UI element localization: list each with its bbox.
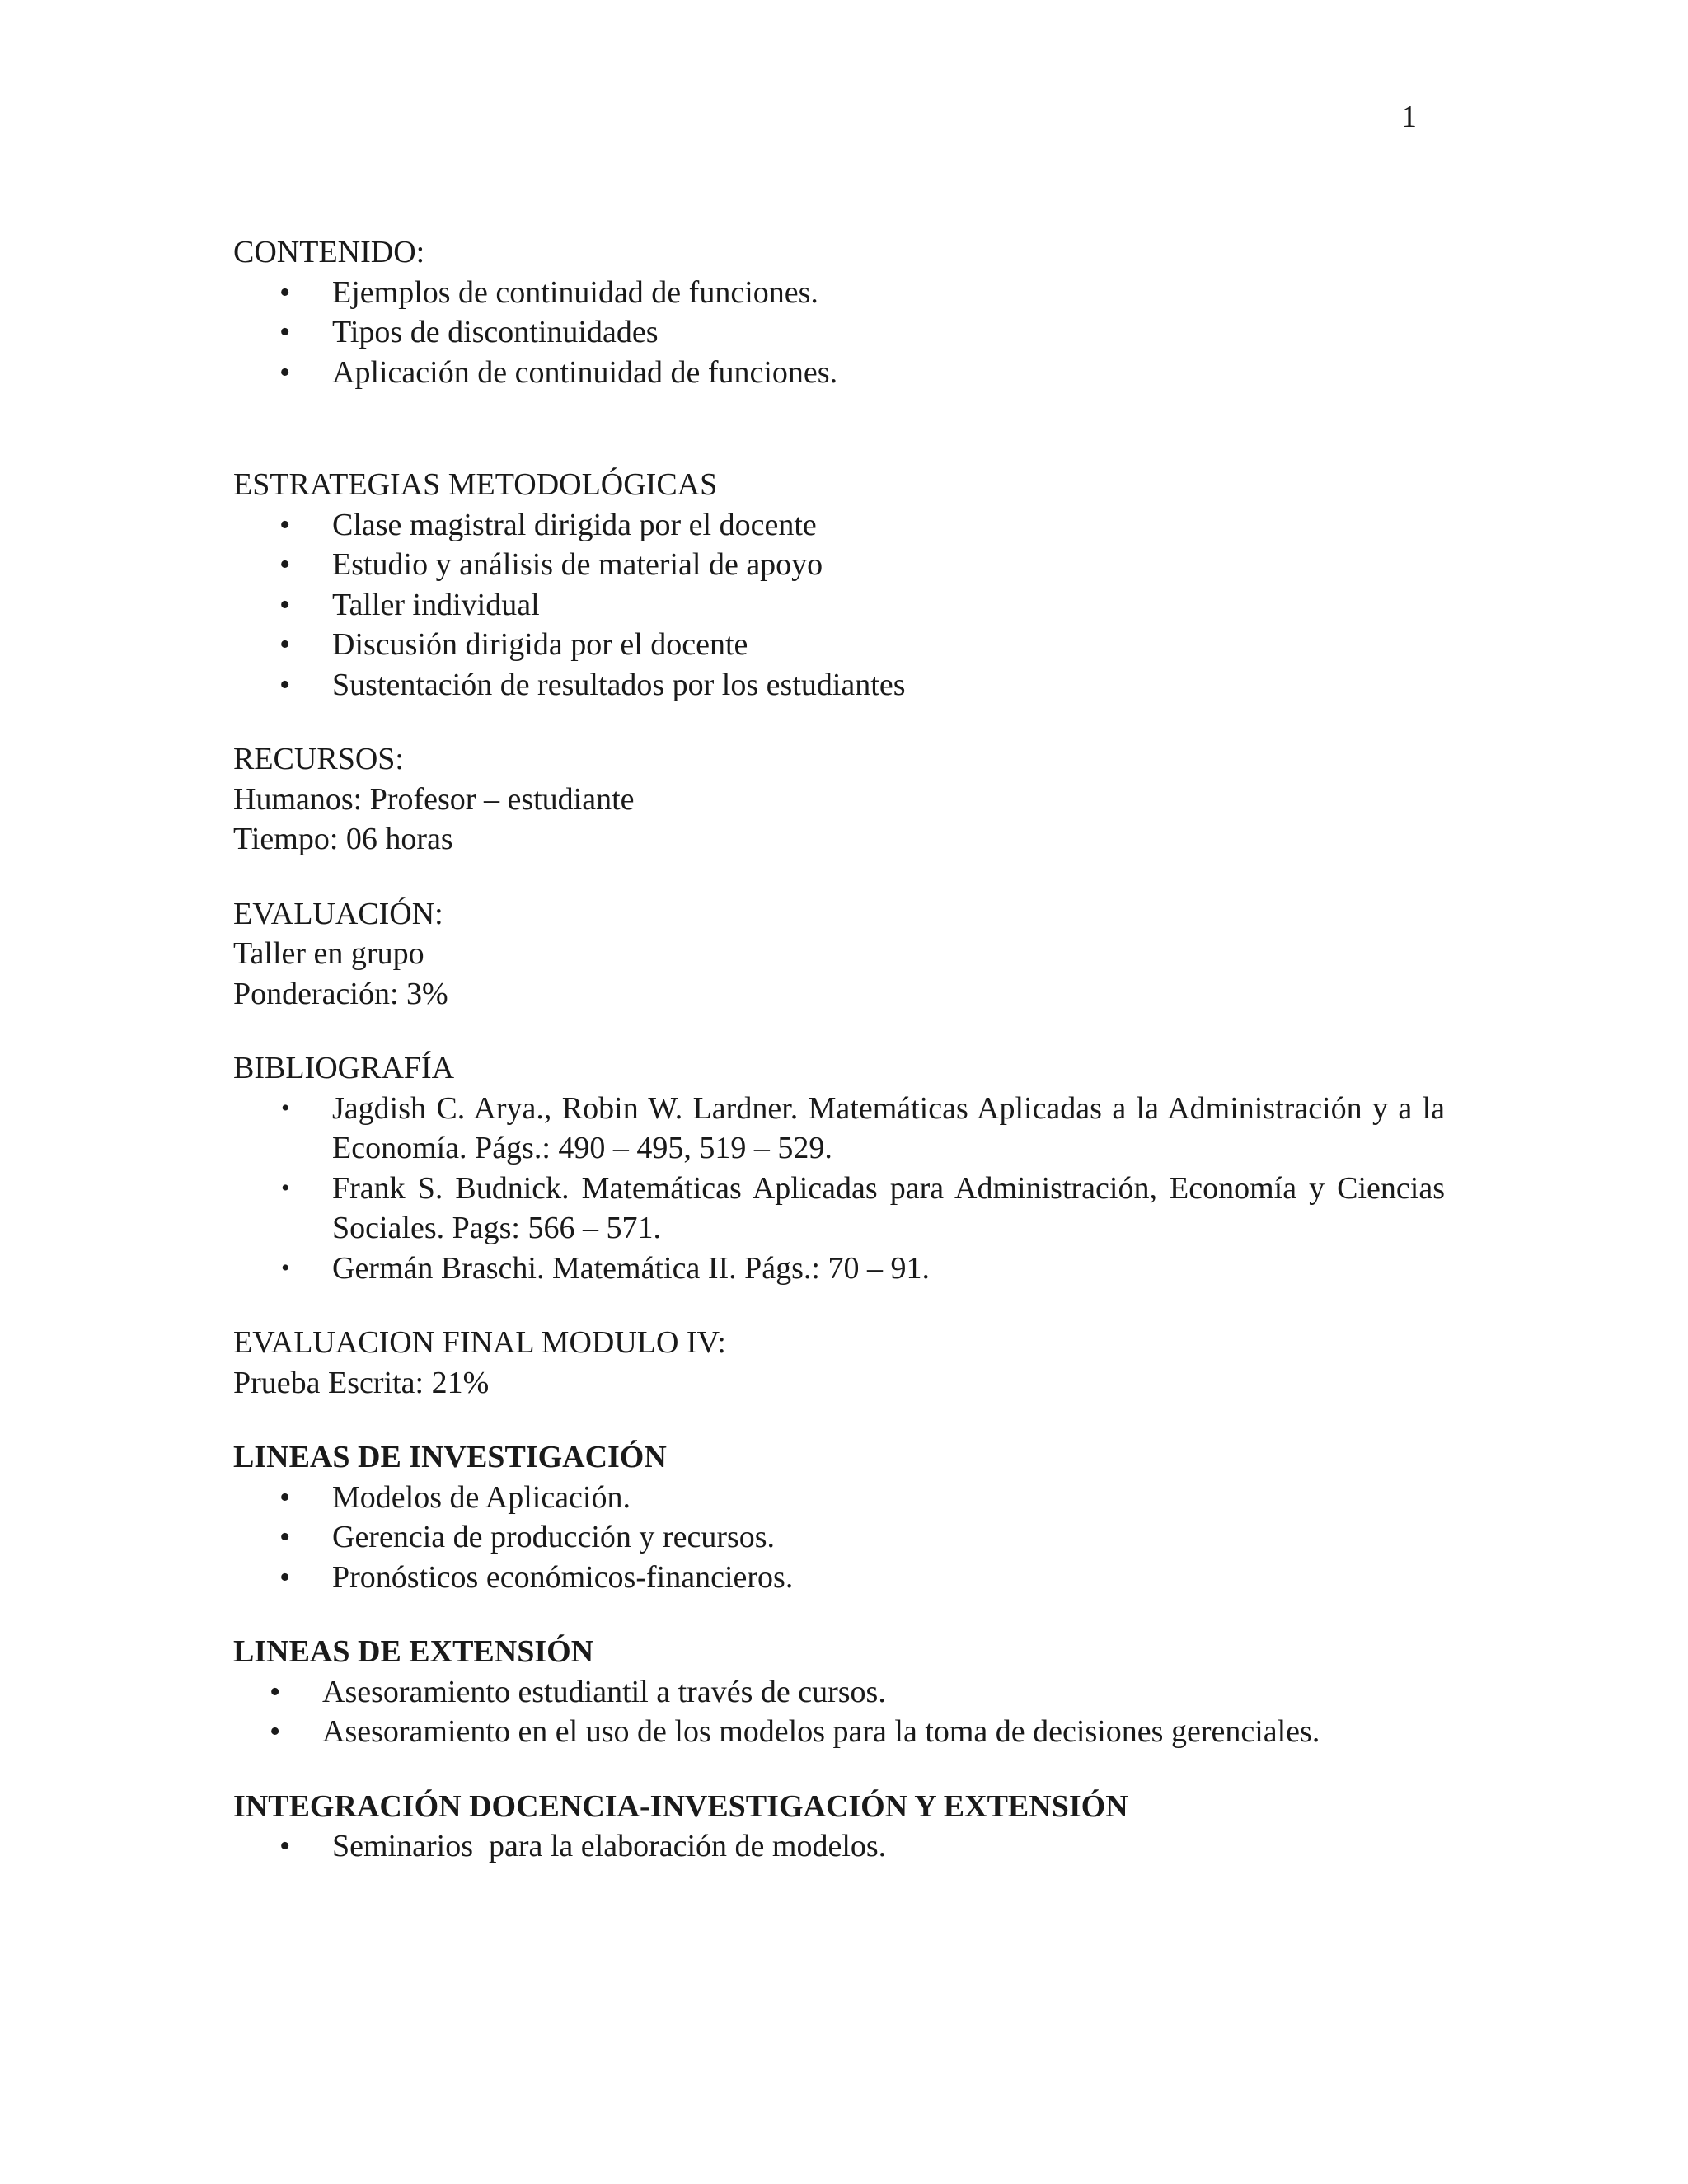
- bullet-icon: •: [279, 1559, 291, 1595]
- estrategias-item-text: Taller individual: [332, 587, 540, 622]
- bibliografia-heading: BIBLIOGRAFÍA: [233, 1051, 455, 1085]
- lineas-investigacion-item-text: Gerencia de producción y recursos.: [332, 1520, 776, 1554]
- estrategias-item-text: Estudio y análisis de material de apoyo: [332, 547, 823, 582]
- lineas-investigacion-item-text: Pronósticos económicos-financieros.: [332, 1559, 794, 1595]
- section-evaluacion-final: [233, 1323, 1445, 1403]
- section-lineas-extension: [233, 1632, 1445, 1752]
- lineas-extension-heading: LINEAS DE EXTENSIÓN: [233, 1634, 594, 1669]
- list-item: [233, 353, 1445, 393]
- list-item: [233, 1558, 1445, 1598]
- contenido-heading: CONTENIDO:: [233, 235, 425, 269]
- page-number: 1: [1401, 100, 1417, 134]
- list-item: [233, 665, 1445, 705]
- list-item: [233, 273, 1445, 313]
- bullet-icon: •: [281, 1254, 290, 1282]
- list-item: [233, 1169, 1445, 1249]
- lineas-extension-item-text: Asesoramiento en el uso de los modelos para la toma de decisiones gerenciales.: [322, 1714, 1320, 1749]
- document-body: [233, 232, 1445, 1867]
- bullet-icon: •: [279, 587, 291, 622]
- bullet-icon: •: [281, 1174, 290, 1202]
- evaluacion-final-prueba: Prueba Escrita: 21%: [233, 1365, 490, 1400]
- bullet-icon: •: [270, 1714, 281, 1749]
- bullet-icon: •: [279, 507, 291, 542]
- section-integracion: [233, 1787, 1445, 1867]
- list-item: [233, 312, 1445, 353]
- evaluacion-final-heading: EVALUACION FINAL MODULO IV:: [233, 1325, 726, 1360]
- estrategias-list: [233, 505, 1445, 705]
- lineas-investigacion-item-text: Modelos de Aplicación.: [332, 1479, 631, 1515]
- list-item: [233, 585, 1445, 626]
- integracion-item-text: Seminarios para la elaboración de modelos.: [332, 1829, 887, 1863]
- lineas-investigacion-list: [233, 1478, 1445, 1598]
- list-item: [233, 545, 1445, 585]
- lineas-investigacion-heading: LINEAS DE INVESTIGACIÓN: [233, 1440, 667, 1474]
- estrategias-item-text: Sustentación de resultados por los estudiantes: [332, 667, 906, 702]
- lineas-extension-item-text: Asesoramiento estudiantil a través de cursos.: [322, 1674, 886, 1709]
- bibliografia-entry: Frank S. Budnick. Matemáticas Aplicadas para Administración, Economía y Ciencias Sociales. Pags: 566 – 571.: [332, 1170, 1445, 1245]
- bullet-icon: •: [279, 627, 291, 662]
- contenido-item-text: Tipos de discontinuidades: [332, 315, 659, 349]
- integracion-heading: INTEGRACIÓN DOCENCIA-INVESTIGACIÓN Y EXTENSIÓN: [233, 1788, 1128, 1824]
- bullet-icon: •: [279, 1479, 291, 1515]
- list-item: [233, 1517, 1445, 1558]
- bullet-icon: •: [279, 1829, 291, 1863]
- section-evaluacion: [233, 894, 1445, 1015]
- evaluacion-heading: EVALUACIÓN:: [233, 896, 443, 931]
- list-item: [233, 1672, 1445, 1713]
- lineas-extension-list: [233, 1672, 1445, 1752]
- bibliografia-list: [233, 1089, 1445, 1289]
- integracion-list: [233, 1826, 1445, 1867]
- bullet-icon: •: [279, 547, 291, 582]
- estrategias-item-text: Clase magistral dirigida por el docente: [332, 507, 817, 542]
- list-item: [233, 505, 1445, 546]
- list-item: [233, 625, 1445, 665]
- estrategias-item-text: Discusión dirigida por el docente: [332, 627, 748, 662]
- bullet-icon: •: [270, 1674, 281, 1709]
- section-contenido: [233, 232, 1445, 392]
- section-estrategias: [233, 465, 1445, 705]
- estrategias-heading: ESTRATEGIAS METODOLÓGICAS: [233, 467, 718, 502]
- section-lineas-investigacion: [233, 1437, 1445, 1597]
- bullet-icon: •: [279, 1520, 291, 1554]
- bullet-icon: •: [279, 354, 291, 390]
- bullet-icon: •: [279, 274, 291, 310]
- list-item: [233, 1826, 1445, 1867]
- bullet-icon: •: [281, 1094, 290, 1122]
- bullet-icon: •: [279, 667, 291, 702]
- contenido-item-text: Aplicación de continuidad de funciones.: [332, 354, 838, 390]
- bullet-icon: •: [279, 315, 291, 349]
- section-recursos: [233, 739, 1445, 860]
- contenido-list: [233, 273, 1445, 393]
- list-item: [233, 1478, 1445, 1518]
- contenido-item-text: Ejemplos de continuidad de funciones.: [332, 274, 818, 310]
- recursos-humanos: Humanos: Profesor – estudiante: [233, 781, 635, 817]
- recursos-heading: RECURSOS:: [233, 742, 404, 776]
- list-item: [233, 1089, 1445, 1169]
- bibliografia-entry: Jagdish C. Arya., Robin W. Lardner. Matemáticas Aplicadas a la Administración y a la Economía. Págs.: 490 – 495, 519 – 529.: [332, 1090, 1445, 1165]
- evaluacion-modalidad: Taller en grupo: [233, 936, 424, 971]
- evaluacion-ponderacion: Ponderación: 3%: [233, 976, 448, 1011]
- list-item: [233, 1712, 1445, 1752]
- recursos-tiempo: Tiempo: 06 horas: [233, 822, 453, 856]
- bibliografia-entry: Germán Braschi. Matemática II. Págs.: 70 – 91.: [332, 1250, 930, 1286]
- section-bibliografia: [233, 1048, 1445, 1288]
- list-item: [233, 1249, 1445, 1289]
